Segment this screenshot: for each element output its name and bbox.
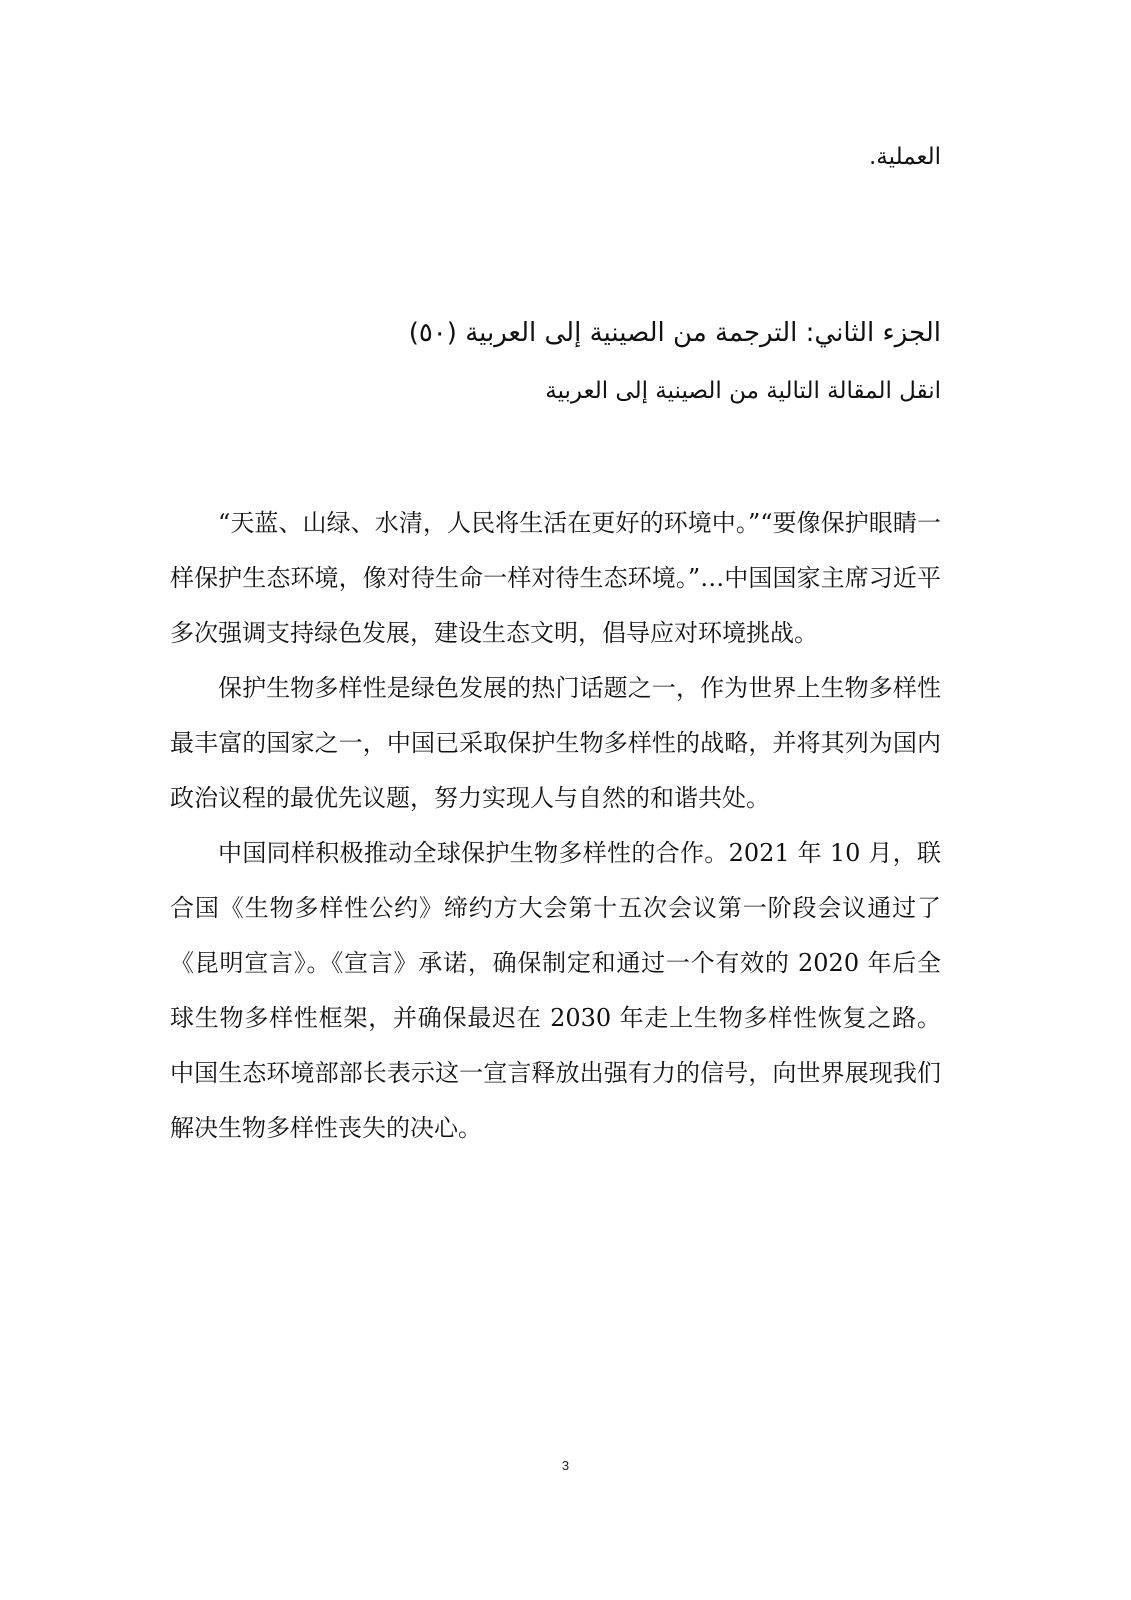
carry-over-text: العملية. bbox=[869, 144, 941, 170]
paragraph-1: “天蓝、山绿、水清，人民将生活在更好的环境中。”“要像保护眼睛一样保护生态环境，像对待生命一样对待生态环境。”…中国国家主席习近平多次强调支持绿色发展，建设生态文明，倡导应对环境挑战。 bbox=[170, 509, 941, 647]
chinese-passage bbox=[170, 496, 941, 1156]
paragraph-2: 保护生物多样性是绿色发展的热门话题之一，作为世界上生物多样性最丰富的国家之一，中国已采取保护生物多样性的战略，并将其列为国内政治议程的最优先议题，努力实现人与自然的和谐共处。 bbox=[170, 674, 941, 812]
section-heading: الجزء الثاني: الترجمة من الصينية إلى العربية (٥٠) bbox=[408, 318, 941, 348]
page-number: 3 bbox=[561, 1458, 570, 1473]
paragraph-3: 中国同样积极推动全球保护生物多样性的合作。2021 年 10 月，联合国《生物多样性公约》缔约方大会第十五次会议第一阶段会议通过了《昆明宣言》。《宣言》承诺，确保制定和通过一个有效的 2020 年后全球生物多样性框架，并确保最迟在 2030 年走上生物多样性恢复之路。中国生态环境部部长表示这一宣言释放出强有力的信号，向世界展现我们解决生物多样性丧失的决心。 bbox=[170, 839, 941, 1142]
section-instruction: انقل المقالة التالية من الصينية إلى العربية bbox=[545, 378, 941, 404]
